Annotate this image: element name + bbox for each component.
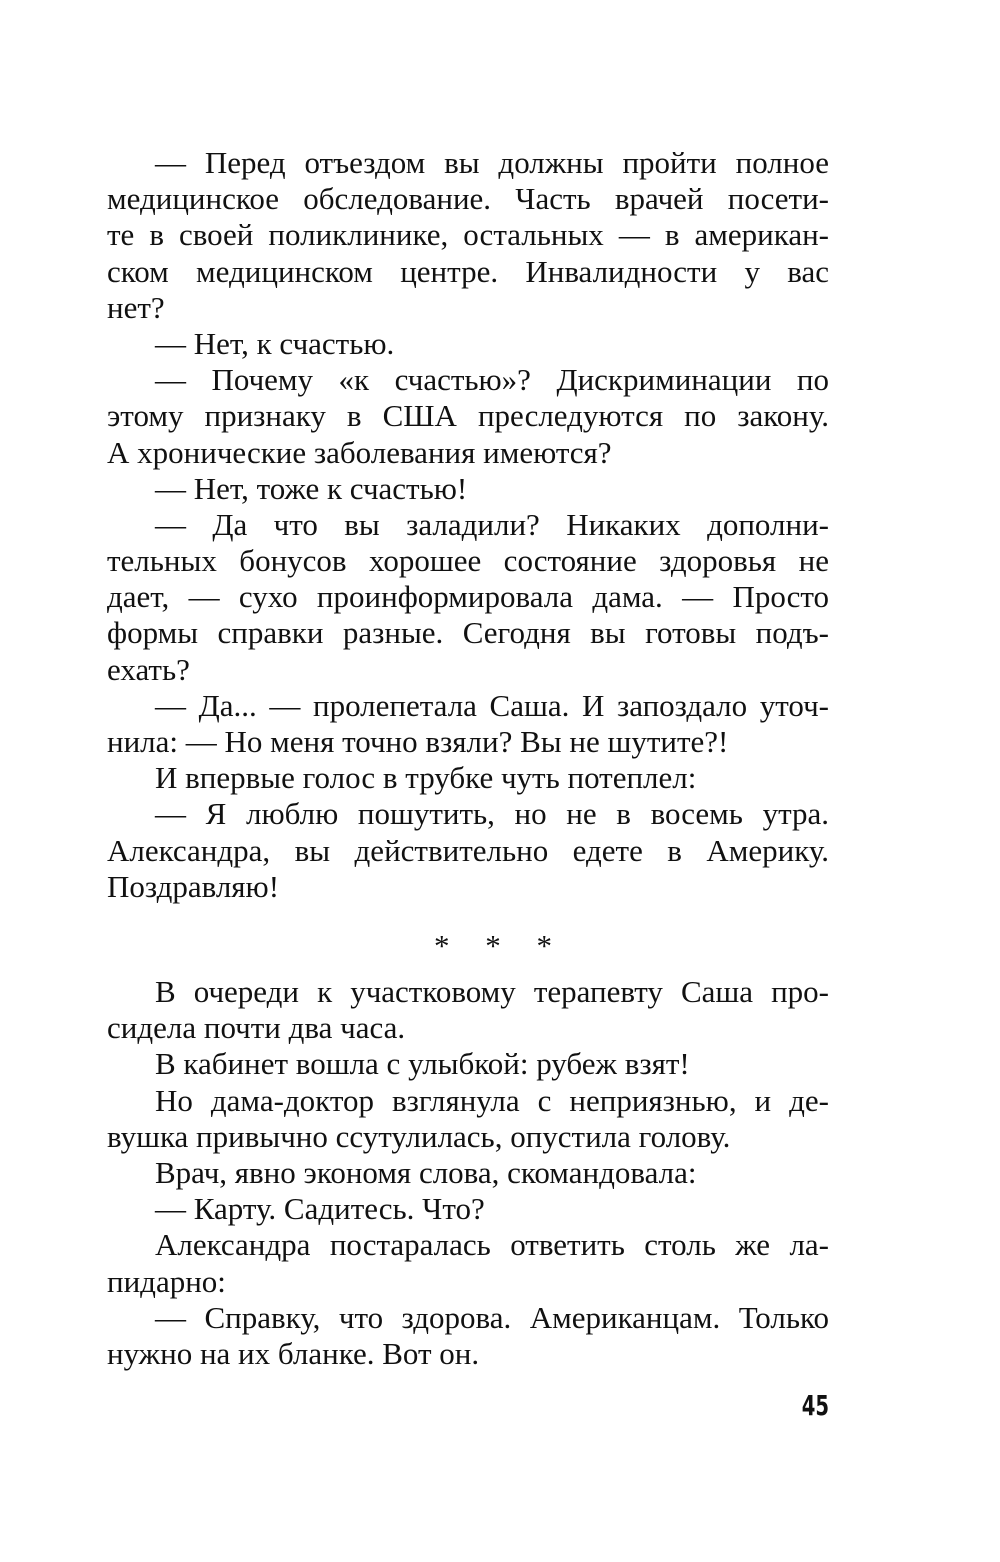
- text-line: — Почему «к счастью»? Дискриминации по: [155, 362, 829, 398]
- text-line: этому признаку в США преследуются по закону.: [107, 398, 829, 434]
- page-number: 45: [801, 1389, 829, 1422]
- section-separator: * * *: [434, 928, 566, 963]
- text-line: — Справку, что здорова. Американцам. Только: [155, 1299, 829, 1335]
- main-text-top: [107, 145, 829, 905]
- text-line: — Да... — пролепетала Саша. И запоздало уточ-: [155, 687, 829, 723]
- text-line: Но дама-доктор взглянула с неприязнью, и де-: [155, 1082, 829, 1118]
- text-line: нужно на их бланке. Вот он.: [107, 1335, 480, 1371]
- text-line: — Я люблю пошутить, но не в восемь утра.: [155, 796, 829, 832]
- text-line: ехать?: [107, 651, 190, 687]
- text-line: А хронические заболевания имеются?: [107, 434, 612, 470]
- text-line: Врач, явно экономя слова, скомандовала:: [155, 1154, 697, 1190]
- text-line: В очереди к участковому терапевту Саша про-: [155, 974, 829, 1009]
- text-line: сидела почти два часа.: [107, 1010, 406, 1046]
- text-line: те в своей поликлинике, остальных — в американ-: [107, 217, 829, 253]
- text-line: пидарно:: [107, 1263, 226, 1299]
- text-line: — Нет, к счастью.: [155, 325, 395, 361]
- text-line: ском медицинском центре. Инвалидности у вас: [107, 253, 829, 289]
- text-line: — Нет, тоже к счастью!: [155, 470, 468, 506]
- text-line: нила: — Но меня точно взяли? Вы не шутите?!: [107, 724, 729, 759]
- text-line: — Карту. Садитесь. Что?: [155, 1191, 485, 1227]
- text-line: тельных бонусов хорошее состояние здоровья не: [107, 543, 829, 579]
- text-line: формы справки разные. Сегодня вы готовы подъ-: [107, 615, 829, 651]
- text-line: — Перед отъездом вы должны пройти полное: [155, 145, 829, 180]
- text-line: Поздравляю!: [107, 868, 280, 904]
- text-line: И впервые голос в трубке чуть потеплел:: [155, 760, 697, 796]
- text-line: В кабинет вошла с улыбкой: рубеж взят!: [155, 1046, 690, 1082]
- text-line: вушка привычно ссутулилась, опустила голову.: [107, 1118, 731, 1154]
- text-line: — Да что вы заладили? Никаких дополни-: [155, 506, 829, 542]
- text-line: нет?: [107, 289, 165, 325]
- text-line: медицинское обследование. Часть врачей посети-: [107, 181, 829, 217]
- main-text-bottom: [107, 974, 829, 1372]
- text-line: Александра постаралась ответить столь же ла-: [155, 1227, 829, 1263]
- text-line: дает, — сухо проинформировала дама. — Просто: [107, 579, 829, 615]
- text-line: Александра, вы действительно едете в Америку.: [107, 832, 829, 868]
